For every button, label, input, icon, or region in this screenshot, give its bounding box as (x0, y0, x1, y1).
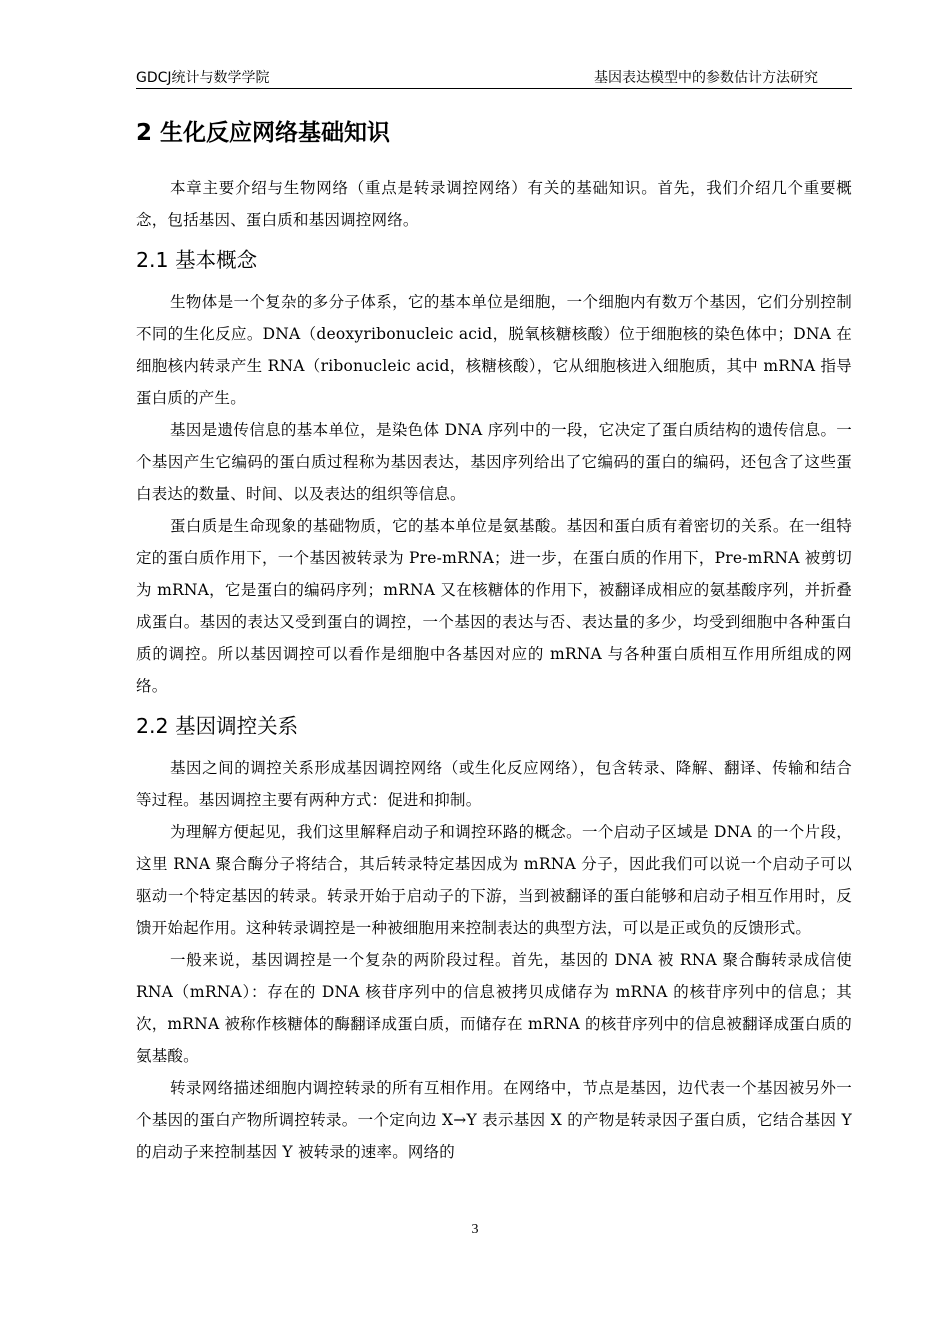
page-body (136, 112, 852, 1168)
section-2-1-paragraph-2: 基因是遗传信息的基本单位，是染色体 DNA 序列中的一段，它决定了蛋白质结构的遗传信息。一个基因产生它编码的蛋白质过程称为基因表达，基因序列给出了它编码的蛋白的编码，还包含了这些蛋白表达的数量、时间、以及表达的组织等信息。 (136, 421, 852, 503)
header-thesis-title: 基因表达模型中的参数估计方法研究 (594, 70, 818, 86)
section-2-2-paragraph-3: 一般来说，基因调控是一个复杂的两阶段过程。首先，基因的 DNA 被 RNA 聚合酶转录成信使 RNA（mRNA）：存在的 DNA 核苷序列中的信息被拷贝成储存为 mRNA 的核苷序列中的信息；其次，mRNA 被称作核糖体的酶翻译成蛋白质，而储存在 mRNA 的核苷序列中的信息被翻译成蛋白质的氨基酸。 (136, 951, 852, 1065)
section-2-2-paragraph-1: 基因之间的调控关系形成基因调控网络（或生化反应网络），包含转录、降解、翻译、传输和结合等过程。基因调控主要有两种方式：促进和抑制。 (136, 759, 852, 809)
section-title-2-2: 2.2 基因调控关系 (136, 714, 299, 738)
section-2-1-paragraph-3: 蛋白质是生命现象的基础物质，它的基本单位是氨基酸。基因和蛋白质有着密切的关系。在一组特定的蛋白质作用下，一个基因被转录为 Pre-mRNA；进一步，在蛋白质的作用下，Pre-mRNA 被剪切为 mRNA，它是蛋白的编码序列；mRNA 又在核糖体的作用下，被翻译成相应的氨基酸序列，并折叠成蛋白。基因的表达又受到蛋白的调控，一个基因的表达与否、表达量的多少，均受到细胞中各种蛋白质的调控。所以基因调控可以看作是细胞中各基因对应的 mRNA 与各种蛋白质相互作用所组成的网络。 (136, 517, 852, 695)
section-2-2-paragraph-2: 为理解方便起见，我们这里解释启动子和调控环路的概念。一个启动子区域是 DNA 的一个片段，这里 RNA 聚合酶分子将结合，其后转录特定基因成为 mRNA 分子，因此我们可以说一个启动子可以驱动一个特定基因的转录。转录开始于启动子的下游，当到被翻译的蛋白能够和启动子相互作用时，反馈开始起作用。这种转录调控是一种被细胞用来控制表达的典型方法，可以是正或负的反馈形式。 (136, 823, 852, 937)
page-number: 3 (471, 1222, 479, 1237)
chapter-title: 2 生化反应网络基础知识 (136, 120, 391, 146)
section-2-1-paragraph-1: 生物体是一个复杂的多分子体系，它的基本单位是细胞，一个细胞内有数万个基因，它们分别控制不同的生化反应。DNA（deoxyribonucleic acid，脱氧核糖核酸）位于细胞核的染色体中；DNA 在细胞核内转录产生 RNA（ribonucleic acid，核糖核酸），它从细胞核进入细胞质，其中 mRNA 指导蛋白质的产生。 (136, 293, 852, 407)
section-title-2-1: 2.1 基本概念 (136, 248, 258, 272)
running-header (136, 64, 852, 89)
intro-paragraph-1: 本章主要介绍与生物网络（重点是转录调控网络）有关的基础知识。首先，我们介绍几个重要概念，包括基因、蛋白质和基因调控网络。 (136, 179, 852, 229)
header-institution: GDCJ统计与数学学院 (136, 70, 270, 86)
section-2-2-paragraph-4: 转录网络描述细胞内调控转录的所有互相作用。在网络中，节点是基因，边代表一个基因被另外一个基因的蛋白产物所调控转录。一个定向边 X→Y 表示基因 X 的产物是转录因子蛋白质，它结合基因 Y 的启动子来控制基因 Y 被转录的速率。网络的 (136, 1079, 852, 1161)
